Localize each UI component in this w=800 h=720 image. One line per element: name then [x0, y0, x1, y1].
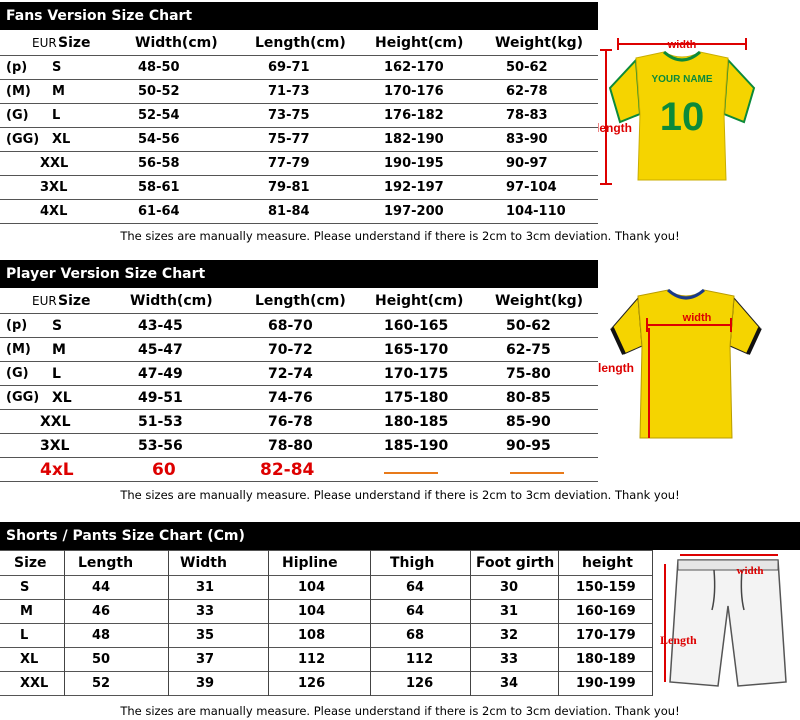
- shorts-width-cell: 37: [196, 652, 215, 667]
- fans-table-row: [0, 56, 598, 80]
- fans-header-row: [0, 30, 598, 56]
- shorts-hipline-cell: 112: [298, 652, 326, 667]
- fans-length-cell: 71-73: [268, 84, 310, 99]
- player-width-label: width: [682, 312, 712, 324]
- fans-weight-cell: 50-62: [506, 60, 548, 75]
- shorts-length-cell: 48: [92, 628, 111, 643]
- shorts-thigh-cell: 64: [406, 580, 425, 595]
- fans-region-cell: (GG): [6, 132, 40, 147]
- shorts-column-divider: [268, 550, 269, 696]
- fans-table-row: [0, 104, 598, 128]
- player-length-cell: 74-76: [268, 389, 313, 406]
- fans-weight-cell: 90-97: [506, 156, 548, 171]
- shorts-foot-girth-cell: 32: [500, 628, 519, 643]
- player-size-cell: S: [52, 317, 63, 334]
- shorts-width-cell: 33: [196, 604, 215, 619]
- fans-header-length: Length(cm): [255, 34, 346, 51]
- player-weight-cell: 85-90: [506, 413, 551, 430]
- shorts-section: [0, 522, 800, 720]
- fans-weight-cell: 97-104: [506, 180, 557, 195]
- player-height-cell: 165-170: [384, 341, 449, 358]
- fans-table-row: [0, 152, 598, 176]
- fans-length-cell: 79-81: [268, 180, 310, 195]
- player-length-cell: 82-84: [260, 459, 315, 480]
- shorts-height-cell: 190-199: [576, 676, 636, 691]
- shorts-size-cell: M: [20, 604, 33, 619]
- player-weight-cell: 75-80: [506, 365, 551, 382]
- fans-header-height: Height(cm): [375, 34, 464, 51]
- shorts-height-cell: 170-179: [576, 628, 636, 643]
- shorts-hipline-cell: 104: [298, 604, 326, 619]
- player-table-row: [0, 314, 598, 338]
- shorts-header-row: [0, 550, 652, 576]
- shorts-length-cell: 50: [92, 652, 111, 667]
- player-size-cell: XL: [52, 389, 72, 406]
- fans-width-cell: 56-58: [138, 156, 180, 171]
- fans-header-size: Size: [58, 34, 91, 51]
- fans-size-cell: 4XL: [40, 204, 68, 219]
- fans-size-cell: XXL: [40, 156, 69, 171]
- shorts-table-row: [0, 600, 652, 624]
- fans-table-row: [0, 128, 598, 152]
- shorts-width-cell: 31: [196, 580, 215, 595]
- fans-width-cell: 61-64: [138, 204, 180, 219]
- player-size-cell: 4xL: [40, 459, 74, 480]
- fans-jersey-name: YOUR NAME: [651, 74, 713, 85]
- player-size-cell: XXL: [40, 413, 71, 430]
- player-width-cell: 43-45: [138, 317, 183, 334]
- fans-width-cell: 48-50: [138, 60, 180, 75]
- shorts-table-row: [0, 672, 652, 696]
- player-length-label: length: [598, 361, 634, 375]
- fans-length-cell: 77-79: [268, 156, 310, 171]
- shorts-column-divider: [652, 550, 653, 696]
- fans-jersey-number: 10: [659, 95, 705, 139]
- player-header-row: [0, 288, 598, 314]
- shorts-thigh-cell: 112: [406, 652, 434, 667]
- shorts-foot-girth-cell: 31: [500, 604, 519, 619]
- player-width-cell: 60: [152, 459, 176, 480]
- player-header-length: Length(cm): [255, 292, 346, 309]
- fans-region-cell: (G): [6, 108, 29, 123]
- fans-header-width: Width(cm): [135, 34, 218, 51]
- player-length-cell: 78-80: [268, 437, 313, 454]
- fans-width-cell: 54-56: [138, 132, 180, 147]
- player-height-empty-line: [384, 472, 438, 474]
- shorts-length-cell: 52: [92, 676, 111, 691]
- shorts-thigh-cell: 64: [406, 604, 425, 619]
- player-width-cell: 53-56: [138, 437, 183, 454]
- shorts-width-label: width: [736, 565, 764, 577]
- player-note: The sizes are manually measure. Please understand if there is 2cm to 3cm deviation. Thank you!: [120, 488, 680, 502]
- shorts-foot-girth-cell: 33: [500, 652, 519, 667]
- player-table-row: [0, 386, 598, 410]
- player-height-cell: 180-185: [384, 413, 449, 430]
- fans-region-cell: (p): [6, 60, 28, 75]
- fans-weight-cell: 62-78: [506, 84, 548, 99]
- shorts-header-height: height: [582, 555, 633, 571]
- fans-height-cell: 192-197: [384, 180, 444, 195]
- player-header-width: Width(cm): [130, 292, 213, 309]
- shorts-hipline-cell: 126: [298, 676, 326, 691]
- shorts-width-cell: 39: [196, 676, 215, 691]
- fans-height-cell: 197-200: [384, 204, 444, 219]
- fans-table-row: [0, 80, 598, 104]
- player-region-cell: (M): [6, 342, 31, 357]
- shorts-column-divider: [370, 550, 371, 696]
- player-header-size: Size: [58, 292, 91, 309]
- shorts-note: The sizes are manually measure. Please understand if there is 2cm to 3cm deviation. Thank you!: [120, 704, 680, 718]
- player-height-cell: 160-165: [384, 317, 449, 334]
- player-height-cell: 185-190: [384, 437, 449, 454]
- shorts-height-cell: 180-189: [576, 652, 636, 667]
- fans-length-cell: 81-84: [268, 204, 310, 219]
- player-length-cell: 68-70: [268, 317, 313, 334]
- shorts-header-width: Width: [180, 555, 227, 571]
- player-length-cell: 72-74: [268, 365, 313, 382]
- player-region-cell: (p): [6, 318, 28, 333]
- fans-header-weight: Weight(kg): [495, 34, 584, 51]
- player-width-cell: 47-49: [138, 365, 183, 382]
- shorts-length-label: Length: [660, 633, 697, 647]
- shorts-column-divider: [168, 550, 169, 696]
- fans-weight-cell: 83-90: [506, 132, 548, 147]
- player-weight-cell: 90-95: [506, 437, 551, 454]
- shorts-column-divider: [64, 550, 65, 696]
- fans-length-cell: 69-71: [268, 60, 310, 75]
- player-header-height: Height(cm): [375, 292, 464, 309]
- shorts-table-row: [0, 648, 652, 672]
- player-jersey-image: [598, 288, 800, 478]
- player-size-cell: 3XL: [40, 437, 70, 454]
- player-title: Player Version Size Chart: [0, 260, 598, 288]
- shorts-length-cell: 44: [92, 580, 111, 595]
- player-height-cell: 170-175: [384, 365, 449, 382]
- fans-note: The sizes are manually measure. Please understand if there is 2cm to 3cm deviation. Thank you!: [120, 229, 680, 243]
- fans-height-cell: 176-182: [384, 108, 444, 123]
- fans-section: [0, 0, 800, 252]
- fans-region-cell: (M): [6, 84, 31, 99]
- player-table-row: [0, 458, 598, 482]
- shorts-size-cell: XL: [20, 652, 39, 667]
- fans-height-cell: 190-195: [384, 156, 444, 171]
- fans-length-cell: 75-77: [268, 132, 310, 147]
- player-table-row: [0, 410, 598, 434]
- shorts-hipline-cell: 108: [298, 628, 326, 643]
- fans-eur-label: EUR: [32, 35, 57, 50]
- shorts-header-foot-girth: Foot girth: [476, 555, 555, 571]
- player-weight-cell: 80-85: [506, 389, 551, 406]
- fans-height-cell: 170-176: [384, 84, 444, 99]
- shorts-height-cell: 160-169: [576, 604, 636, 619]
- player-weight-empty-line: [510, 472, 564, 474]
- player-weight-cell: 62-75: [506, 341, 551, 358]
- shorts-header-size: Size: [14, 555, 47, 571]
- shorts-image: [654, 550, 800, 700]
- player-weight-cell: 50-62: [506, 317, 551, 334]
- fans-height-cell: 182-190: [384, 132, 444, 147]
- shorts-length-cell: 46: [92, 604, 111, 619]
- player-region-cell: (GG): [6, 390, 40, 405]
- shorts-foot-girth-cell: 30: [500, 580, 519, 595]
- shorts-title: Shorts / Pants Size Chart (Cm): [0, 522, 800, 550]
- shorts-size-cell: XXL: [20, 676, 49, 691]
- shorts-thigh-cell: 68: [406, 628, 425, 643]
- fans-width-cell: 58-61: [138, 180, 180, 195]
- shorts-foot-girth-cell: 34: [500, 676, 519, 691]
- fans-size-cell: 3XL: [40, 180, 68, 195]
- fans-weight-cell: 104-110: [506, 204, 566, 219]
- player-eur-label: EUR: [32, 293, 57, 308]
- shorts-column-divider: [558, 550, 559, 696]
- fans-width-label: width: [667, 39, 697, 51]
- shorts-column-divider: [470, 550, 471, 696]
- shorts-size-cell: S: [20, 580, 30, 595]
- fans-width-cell: 52-54: [138, 108, 180, 123]
- fans-length-cell: 73-75: [268, 108, 310, 123]
- shorts-header-hipline: Hipline: [282, 555, 338, 571]
- fans-table-row: [0, 200, 598, 224]
- fans-weight-cell: 78-83: [506, 108, 548, 123]
- player-width-cell: 51-53: [138, 413, 183, 430]
- player-width-cell: 45-47: [138, 341, 183, 358]
- player-height-cell: 175-180: [384, 389, 449, 406]
- shorts-hipline-cell: 104: [298, 580, 326, 595]
- player-table-row: [0, 362, 598, 386]
- shorts-header-length: Length: [78, 555, 134, 571]
- fans-jersey-image: [598, 30, 800, 225]
- shorts-size-cell: L: [20, 628, 29, 643]
- fans-title: Fans Version Size Chart: [0, 2, 598, 30]
- player-size-cell: M: [52, 341, 66, 358]
- shorts-height-cell: 150-159: [576, 580, 636, 595]
- shorts-header-thigh: Thigh: [390, 555, 435, 571]
- player-size-cell: L: [52, 365, 61, 382]
- shorts-thigh-cell: 126: [406, 676, 434, 691]
- shorts-table-row: [0, 624, 652, 648]
- player-section: [0, 260, 800, 512]
- fans-size-cell: M: [52, 84, 65, 99]
- player-length-cell: 76-78: [268, 413, 313, 430]
- fans-height-cell: 162-170: [384, 60, 444, 75]
- player-table-row: [0, 434, 598, 458]
- fans-length-label: length: [598, 121, 632, 135]
- player-width-cell: 49-51: [138, 389, 183, 406]
- fans-table-row: [0, 176, 598, 200]
- player-table-row: [0, 338, 598, 362]
- fans-size-cell: L: [52, 108, 61, 123]
- player-header-weight: Weight(kg): [495, 292, 584, 309]
- fans-width-cell: 50-52: [138, 84, 180, 99]
- player-length-cell: 70-72: [268, 341, 313, 358]
- fans-size-cell: S: [52, 60, 62, 75]
- shorts-width-cell: 35: [196, 628, 215, 643]
- shorts-table-row: [0, 576, 652, 600]
- fans-size-cell: XL: [52, 132, 71, 147]
- player-region-cell: (G): [6, 366, 29, 381]
